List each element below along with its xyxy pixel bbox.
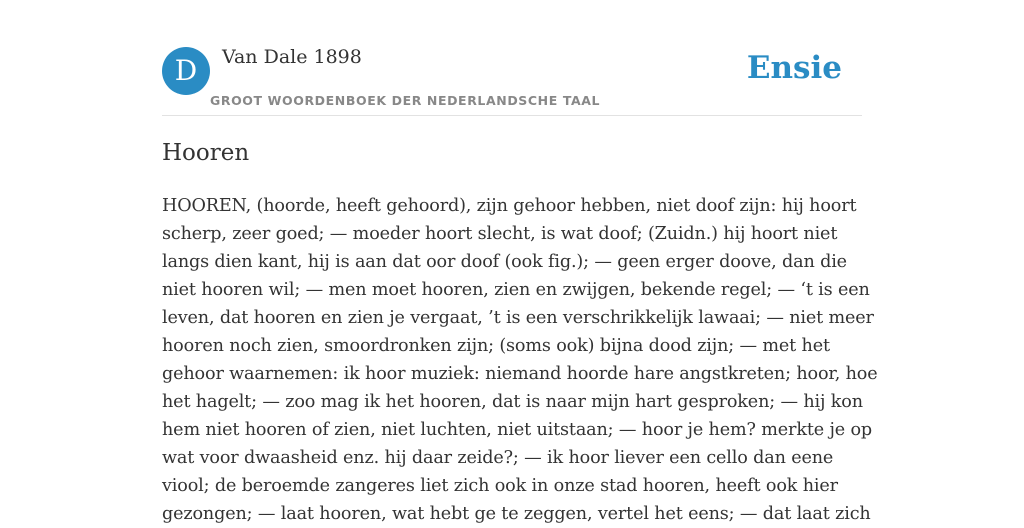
definition-line: gezongen; — laat hooren, wat hebt ge te zeggen, vertel het eens; — dat laat zich [162, 504, 871, 524]
definition-line: hooren noch zien, smoordronken zijn; (soms ook) bijna dood zijn; — met het [162, 336, 830, 356]
definition-line: het hagelt; — zoo mag ik het hooren, dat is naar mijn hart gesproken; — hij kon [162, 392, 863, 412]
definition-line: wat voor dwaasheid enz. hij daar zeide?; — ik hoor liever een cello dan eene [162, 448, 834, 468]
brand-logo[interactable]: Ensie [746, 50, 842, 86]
definition-line: scherp, zeer goed; — moeder hoort slecht, is wat doof; (Zuidn.) hij hoort niet [162, 224, 838, 244]
entry-definition [162, 192, 878, 528]
dictionary-title[interactable]: Van Dale 1898 [222, 46, 362, 68]
definition-line: HOOREN, (hoorde, heeft gehoord), zijn gehoor hebben, niet doof zijn: hij hoort [162, 196, 857, 216]
definition-line: langs dien kant, hij is aan dat oor doof (ook fig.); — geen erger doove, dan die [162, 252, 847, 272]
definition-line: viool; de beroemde zangeres liet zich ook in onze stad hooren, heeft ook hier [162, 476, 838, 496]
dictionary-logo[interactable]: D [162, 47, 210, 95]
dictionary-subtitle: GROOT WOORDENBOEK DER NEDERLANDSCHE TAAL [210, 93, 601, 108]
header-divider [162, 115, 862, 116]
definition-line: niet hooren wil; — men moet hooren, zien en zwijgen, bekende regel; — ‘t is een [162, 280, 870, 300]
definition-line: hem niet hooren of zien, niet luchten, niet uitstaan; — hoor je hem? merkte je op [162, 420, 873, 440]
entry-headword: Hooren [162, 140, 250, 166]
header [162, 46, 862, 116]
definition-line: leven, dat hooren en zien je vergaat, ’t is een verschrikkelijk lawaai; — niet meer [162, 308, 874, 328]
definition-line: gehoor waarnemen: ik hoor muziek: niemand hoorde hare angstkreten; hoor, hoe [162, 364, 878, 384]
